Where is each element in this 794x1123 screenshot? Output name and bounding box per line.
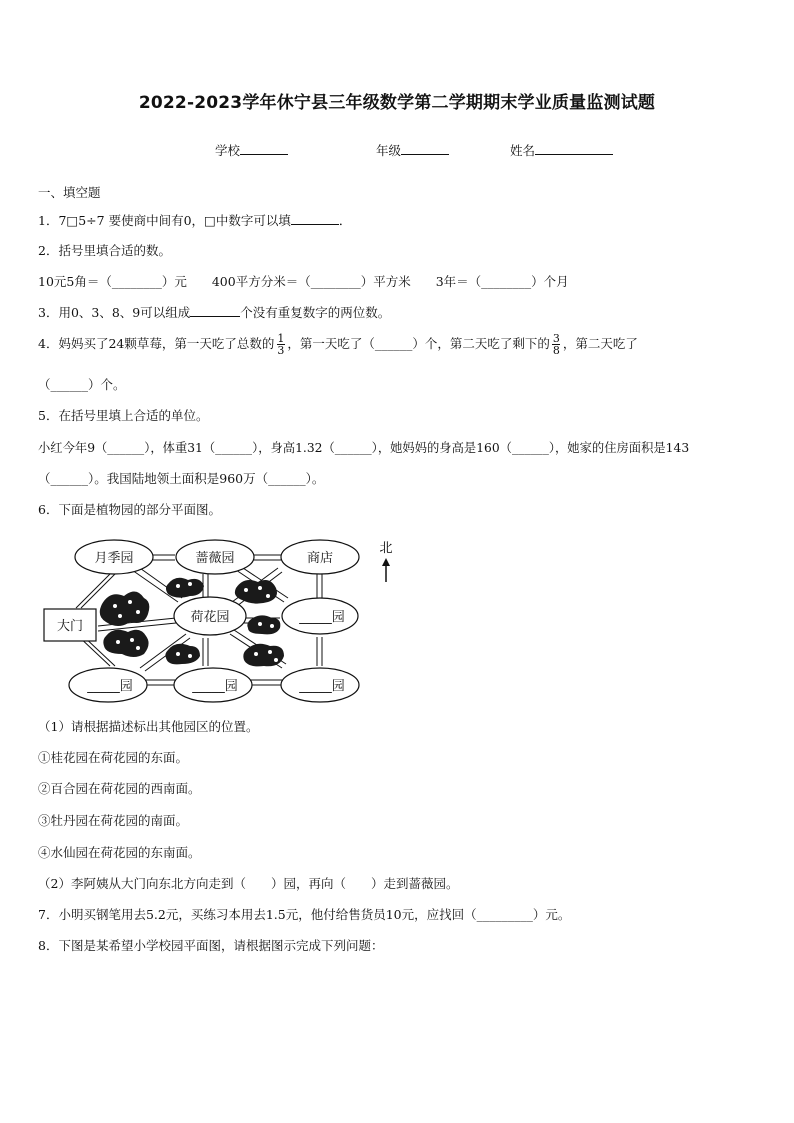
- question-6-item-1: ①桂花园在荷花园的东面。: [38, 750, 189, 765]
- question-1-end: ．: [338, 213, 352, 228]
- gate-label: 大门: [56, 619, 84, 634]
- question-6-item-2: ②百合园在荷花园的西南面。: [38, 781, 201, 796]
- garden-label-blank-south: _____园: [192, 679, 238, 694]
- north-label: 北: [379, 541, 393, 556]
- shop-label: 商店: [306, 551, 334, 566]
- flower-bush-icon: [103, 630, 148, 657]
- flower-bush-icon: [100, 591, 150, 626]
- name-label: 姓名: [510, 143, 536, 158]
- question-4-text-c: ，第二天吃了: [562, 336, 638, 351]
- name-blank[interactable]: [535, 141, 613, 155]
- question-6-part-2: （2）李阿姨从大门向东北方向走到（ ）园，再向（ ）走到蔷薇园。: [38, 876, 459, 891]
- school-label: 学校: [215, 143, 241, 158]
- flower-bush-icon: [165, 644, 200, 665]
- grade-label: 年级: [376, 143, 402, 158]
- flower-bush-icon: [235, 580, 277, 604]
- fraction-one-third: [276, 333, 285, 356]
- name-field[interactable]: [510, 141, 613, 159]
- grade-field[interactable]: [376, 141, 449, 159]
- question-1: [38, 211, 351, 229]
- school-blank[interactable]: [240, 141, 288, 155]
- question-3-text-b: 个没有重复数字的两位数。: [240, 305, 391, 320]
- question-5: 5．在括号里填上合适的单位。: [38, 408, 209, 423]
- question-2-line: 10元5角＝（________）元 400平方分米＝（________）平方米 3年＝（________）个月: [38, 274, 569, 289]
- question-4-text-b: ，第一天吃了（______）个，第二天吃了剩下的: [287, 336, 550, 351]
- question-4: [38, 333, 638, 356]
- question-6: 6．下面是植物园的部分平面图。: [38, 502, 221, 517]
- question-4-text-a: 4．妈妈买了24颗草莓，第一天吃了总数的: [38, 336, 275, 351]
- question-6-item-3: ③牡丹园在荷花园的南面。: [38, 813, 189, 828]
- question-5-line-2: （______）。我国陆地领土面积是960万（______）。: [38, 471, 325, 486]
- question-3: [38, 303, 390, 321]
- question-5-line-1: 小红今年9（______），体重31（______），身高1.32（______），她妈妈的身高是160（______），她家的住房面积是143: [38, 441, 690, 455]
- garden-label-blank-east: _____园: [299, 610, 345, 625]
- north-arrow-icon: [382, 558, 390, 582]
- section-heading: 一、填空题: [38, 185, 101, 200]
- question-1-text: 1．7□5÷7 要使商中间有0，□中数字可以填: [38, 213, 291, 228]
- question-6-item-4: ④水仙园在荷花园的东南面。: [38, 845, 201, 860]
- fraction-numerator: 1: [277, 332, 285, 345]
- answer-blank[interactable]: [291, 211, 339, 225]
- fraction-denominator: 8: [552, 344, 560, 357]
- flower-bush-icon: [166, 578, 204, 598]
- garden-label-qiangwei: 蔷薇园: [195, 551, 235, 566]
- grade-blank[interactable]: [401, 141, 449, 155]
- fraction-three-eighths: [552, 333, 561, 356]
- flower-bush-icon: [243, 644, 284, 667]
- fraction-numerator: 3: [552, 332, 560, 345]
- page-title: 2022-2023学年休宁县三年级数学第二学期期末学业质量监测试题: [138, 93, 656, 113]
- question-8: 8．下图是某希望小学校园平面图，请根据图示完成下列问题：: [38, 938, 384, 953]
- garden-label-blank-southeast: _____园: [299, 679, 345, 694]
- garden-label-blank-southwest: _____园: [87, 679, 133, 694]
- question-3-text-a: 3．用0、3、8、9可以组成: [38, 305, 191, 320]
- school-field[interactable]: [215, 141, 288, 159]
- garden-label-hehua: 荷花园: [190, 610, 230, 625]
- answer-blank[interactable]: [190, 303, 240, 317]
- question-2: 2．括号里填合适的数。: [38, 243, 171, 258]
- question-7: 7．小明买钢笔用去5.2元，买练习本用去1.5元，他付给售货员10元，应找回（_________）元。: [38, 907, 571, 922]
- botanical-garden-map: [40, 536, 410, 706]
- garden-label-yueji: 月季园: [94, 551, 134, 566]
- question-6-part-1: （1）请根据描述标出其他园区的位置。: [38, 719, 259, 734]
- student-info-row: [0, 141, 794, 161]
- question-4-line-2: （______）个。: [38, 377, 126, 392]
- fraction-denominator: 3: [277, 344, 285, 357]
